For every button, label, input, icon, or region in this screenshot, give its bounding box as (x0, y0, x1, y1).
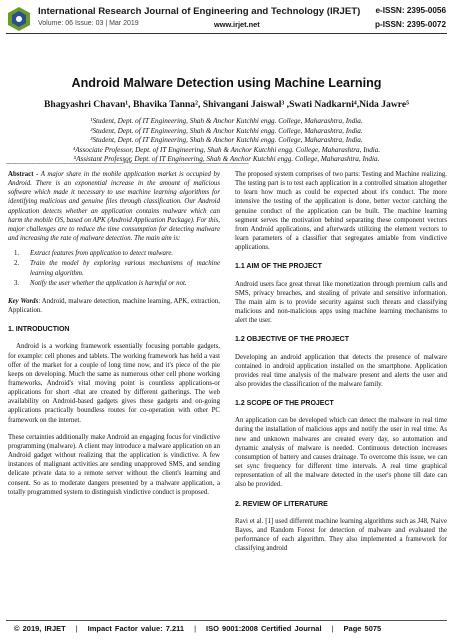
keywords-label: Key Words (8, 297, 39, 305)
e-issn: e-ISSN: 2395-0056 (375, 6, 446, 15)
scope-paragraph: An application can be developed which can detect the malware in real time during the installation of malicious apps and notify the user in real time. As new and unknown malwares are created every day, so automation and dynamic analysis of malware is needed. Continuous detection increases consumption of battery and causes drainage. To overcome this issue, we can set sync frequency for different time intervals. A real time graphical representation of all the malware detected in the user's phone till date can also be provided. (235, 417, 447, 489)
list-text: Train the model by exploring various mechanisms of machine learning algorithm. (30, 260, 220, 277)
list-item (8, 279, 220, 288)
keywords-text: : Android, malware detection, machine learning, APK, extraction, Application. (8, 297, 220, 315)
footer-iso: ISO 9001:2008 Certified Journal (206, 624, 322, 633)
p-issn: p-ISSN: 2395-0072 (375, 20, 446, 29)
footer-copyright: © 2019, IRJET (14, 624, 66, 633)
affiliation-line: ²Student, Dept. of IT Engineering, Shah & Anchor Kutchhi engg. College, Maharashtra, India. (90, 126, 363, 135)
section-heading-objective: 1.2 OBJECTIVE OF THE PROJECT (235, 336, 349, 344)
list-number: 3. (14, 279, 20, 287)
list-text: Notify the user whether the application is harmful or not. (30, 279, 187, 287)
volume-issue: Volume: 06 Issue: 03 | Mar 2019 (38, 20, 139, 27)
abstract-text: A major share in the mobile application market is occupied by Android. There is an exponential increase in the amount of malicious software which made it necessary to use machine learning algorithms for identifying malicious and genuine files through classification. Our Android application detects whether an application contains malware which can harm the mobile OS, based on APK (Android Application Package). For this, major challenges are to reduce the time consumption for detecting malware and increasing the rate of malware detection. The main aim is: (8, 171, 220, 243)
intro-paragraph: Android is a working framework essentially focusing portable gadgets, for example: cell phones and tablets. The working framework has held a vast offer of the market for a couple of long time now, and it's piece of the pie keeps on developing. Much the same as numerous other cell phone working frameworks, Android's vital moving point is countless applications-or applications for short -that are created by different gatherings. The web availability on Android-based gadgets gives these gadgets and on-going applications practically boundless routes for co-operation with other PC framework on the internet. (8, 343, 220, 424)
list-item (8, 259, 220, 277)
footer-impact-factor: Impact Factor value: 7.211 (87, 624, 185, 633)
section-separator: ---------------------------------------------------------------------***--------------------------------------------------------------------- (6, 161, 249, 167)
irjet-logo-icon (6, 5, 32, 33)
section-heading-introduction: 1. INTRODUCTION (8, 326, 70, 334)
footer-page-number: Page 5075 (343, 624, 382, 633)
list-text: Extract features from application to detect malware. (30, 250, 174, 258)
author-list: Bhagyashri Chavan¹, Bhavika Tanna², Shivangani Jaiswal³ ,Swati Nadkarni⁴,Nida Jawre⁵ (43, 99, 409, 110)
aim-paragraph: Android users face great threat like monetization through premium calls and SMS, privacy breaches, and stealing of private and sensitive information. The main aim is to provide security against such threats and classifying malicious and non-malicious apps using machine learning mechanisms to alert the user. (235, 280, 447, 325)
affiliation-line: ⁵Assistant Professor, Dept. of IT Engineering, Shah & Anchor Kutchhi engg. College, Maharashtra, India. (73, 155, 380, 164)
footer-divider (6, 620, 447, 621)
abstract (8, 170, 220, 243)
system-paragraph: The proposed system comprises of two parts: Testing and Machine realizing. The testing part is to test each application in a controlled situation altogether to learn how much as could be expected about it's conduct. The more intensive the testing of the application is done, better vector catching the genuine conduct of the application can be built. The machine learning segment serves the motivation behind separating these component vectors from Android applications, and afterwards utilizing the element vectors to learn parameters of a classifier that segregates amiable from vindictive applications. (235, 171, 447, 252)
journal-name: International Research Journal of Engineering and Technology (IRJET) (38, 6, 361, 17)
list-item (8, 249, 220, 258)
affiliation-line: ⁴Associate Professor, Dept. of IT Engineering, Shah & Anchor Kutchhi engg. College, Maharashtra, India. (72, 145, 381, 154)
abstract-label: Abstract - (8, 171, 39, 178)
left-column (8, 170, 220, 503)
list-number: 1. (14, 250, 20, 258)
affiliation-line: ³Student, Dept. of IT Engineering, Shah & Anchor Kutchhi engg. College, Maharashtra, India. (90, 136, 363, 145)
aims-list (8, 249, 220, 288)
section-heading-aim: 1.1 AIM OF THE PROJECT (235, 263, 322, 271)
section-heading-review: 2. REVIEW OF LITERATURE (235, 500, 328, 508)
right-column (235, 170, 447, 559)
page-footer: © 2019, IRJET | Impact Factor value: 7.211 | ISO 9001:2008 Certified Journal | Page 5075 (14, 624, 382, 633)
keywords (8, 297, 220, 315)
header-divider (6, 33, 447, 34)
journal-website: www.irjet.net (214, 20, 260, 29)
intro-paragraph: These certainties additionally make Android an engaging focus for vindictive programming (malware). A client may introduce a malware application on an Android gadget without realizing that the application is vindictive. A few instances of malignant activities are sending unapproved SMS, and sending delicate private data to a remote server without the client's learning and consent. So as to moderate dangers presented by a malware application, a totally programmed system to distinguish vindictive conduct is proposed. (8, 433, 220, 496)
paper-title: Android Malware Detection using Machine Learning (71, 76, 382, 90)
section-heading-scope: 1.2 SCOPE OF THE PROJECT (235, 400, 334, 408)
journal-header (0, 0, 453, 40)
affiliation-line: ¹Student, Dept. of IT Engineering, Shah & Anchor Kutchhi engg. College, Maharashtra, India. (90, 117, 363, 125)
list-number: 2. (14, 260, 20, 268)
review-paragraph: Ravi et al. [1] used different machine learning algorithms such as J48, Naive Bayes, and Random Forest for detection of malware and evaluated the performance of each algorithm. They also implemented a framework for classifying android (235, 517, 447, 553)
objective-paragraph: Developing an android application that detects the presence of malware contained in android application installed on the smartphone. Application provides real time analysis of the malware present and alerts the user and also provides the classification of the malware family. (235, 353, 447, 388)
affiliations (0, 117, 453, 165)
